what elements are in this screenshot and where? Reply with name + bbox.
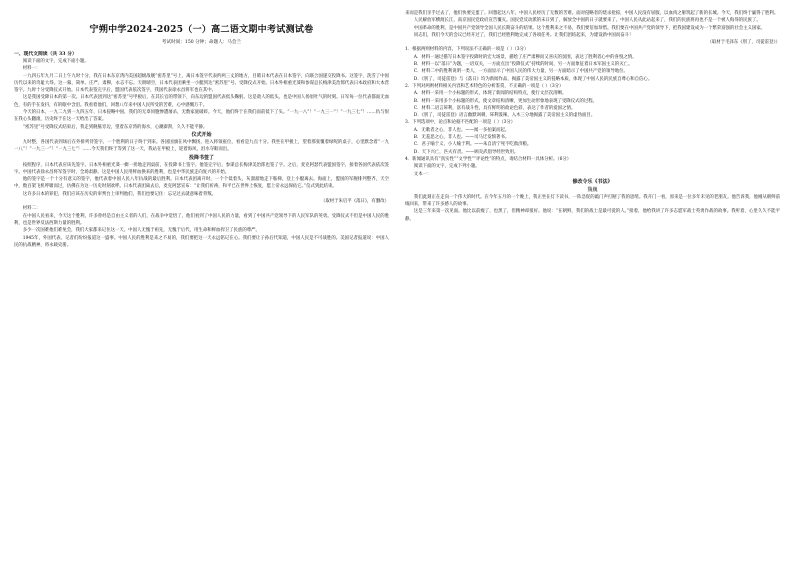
material1-paragraph: 今天的日本，一九二九到一九四五年，日本侵略中国，我们的无辜同胞惨遭屠杀，无数家庭破碎。今天，他们终于在我们面前低下了头。“一九一八”！“一九三一”！“一九三七”！……仇与恨在我心头翻滚，历史终于在这一天给出了答案。 — [14, 110, 389, 123]
question-1-option-d: D．《别了，司徒雷登》与《落日》均为新闻作品，揭露了美帝国主义的侵略本质，体现了中国人民的民族自尊心和自信心。 — [413, 76, 653, 82]
question-2: 2．下列对两则材料相关内容和艺术特色的分析鉴赏，不正确的一项是（ ）（3分） — [405, 83, 564, 89]
question-3-option-b: B．无羞恶之心，非人也。——司马迁发愤著书。 — [413, 135, 510, 141]
material1-source-note: （取材于朱启平《落日》，有删改） — [320, 199, 389, 205]
question-3-option-c: C．君子喻于义，小人喻于利。——朱自清宁死不吃救济粮。 — [413, 142, 532, 148]
question-3: 3．下列选项中，论点和论据不匹配的一项是（ ）（3分） — [405, 120, 516, 126]
question-2-option-b: B．材料一采用多个小标题的形式，使文章结构清晰，更加生动形象地表现了受降仪式的过程。 — [413, 98, 598, 104]
material2-paragraph: 来而是我们亲手过去了，他们快要完蛋了。回想起这八年，中国人民经历了无数的苦难。面对侵略者的烧杀抢掠，中国人民没有屈服，以血肉之躯筑起了新的长城。今天，我们终于赢得了胜利。 — [405, 11, 779, 16]
text1-title: 修改令乐《书法》 — [572, 178, 613, 185]
material1-paragraph: 九时整，各国代表到场后在外排列待签字。一个胜利的日子终于到来。各国国旗在风中飘扬，进入将领座位，看看是九点十分。我坐在甲板上，望着那张覆着绿呢的桌子，心里默念着“一九一八”！“一九三一”！“一九三七”！……今天我们终于等到了这一天，我站在甲板上，迎着海风，泪水夺眶而出。 — [14, 139, 389, 153]
question-3-option-a: A．无歌者之心，非人也。——闻一多拍案而起。 — [413, 127, 510, 133]
text1-paragraph: 我们此刻正在走向一个伟大的时代。在今年五月的一个晚上，我正坐在灯下读书，一阵急促的敲门声打断了我的思绪。我开门一看，原来是一位多年未见的老朋友。他告诉我，他刚从朝鲜前线回来，带来了许多感人的故事。 — [405, 194, 780, 208]
material1-label: 材料一： — [22, 66, 41, 72]
material2-paragraph: 多少一次国难他们难免会，我们大家都来记住这一天。中国人无愧于祖先，无愧于后代，用生命和鲜血捍卫了民族的尊严。 — [22, 228, 260, 234]
text1-paragraph: 这是三年来第一次见面。他比以前瘦了，也黑了，但精神却很好。他说：“在朝鲜，我们的战士是最可爱的人。”接着，他给我讲了许多志愿军战士英勇作战的故事。我听着，心里久久不能平静。 — [405, 209, 780, 222]
material2-paragraph: 人民解放军横渡长江，南京国民党政府宣告覆灭。国民党反动派的末日到了，解放全中国的日子就要来了。中国人民从此站起来了，我们的民族将再也不是一个被人侮辱的民族了。 — [413, 18, 761, 24]
question-2-option-c: C．材料二语言犀利，富有战斗性，具有鲜明的政论色彩，表达了作者的爱国之情。 — [413, 105, 576, 111]
question-1-option-c: C．材料二中的胜利说明一类人，一方面显示了中国人民的伟大力量，另一方面暗示了中国共产党的领导地位。 — [413, 69, 628, 75]
reading-intro: 阅读下面的文字，完成下列小题。 — [413, 164, 480, 170]
material1-paragraph: 这许多日本的罪犯，我们应该在历史的审判台上审判他们，我们也要记住：忘记过去就意味着背叛。 — [22, 191, 216, 197]
question-1-option-a: A．材料一通过描写日本签字投降时的宏大场景，描绘了庄严肃穆而又喜庆的氛围，表达了胜利者心中的喜悦之情。 — [413, 54, 637, 60]
material2-paragraph: 在中国人民看来，今天这个胜利，许多曾经是自由主义者的人们，在战争中觉悟了，他们看到了中国人民的力量，看到了中国共产党领导下的人民军队的英勇。受降仪式不但是中国人民的胜利，也是世界反法西斯力量的胜利。 — [14, 213, 389, 226]
question-4: 4．新闻通讯具有“真实性”“文学性”“评论性”的特点，请结合材料一具体分析。（6分） — [405, 156, 572, 162]
section-heading: 一、现代文阅读（共 33 分） — [14, 51, 77, 57]
subheading-ceremony: 仪式开始 — [191, 131, 212, 138]
material2-source-note: （取材于毛泽东《别了，司徒雷登》） — [707, 40, 780, 46]
question-1: 1．根据两则材料的内容，下列说法不正确的一项是（ ）（3分） — [405, 47, 529, 53]
question-2-option-d: D．《别了，司徒雷登》语言幽默讽刺，犀利泼辣，入木三分地揭露了美帝国主义的虚伪面目。 — [413, 113, 596, 119]
section-intro: 阅读下面的文字，完成下面小题。 — [22, 59, 89, 64]
left-column — [14, 10, 389, 556]
question-2-option-a: A．材料一采用一个小标题的形式，体现了新闻的结构特点，使行文层次清晰。 — [413, 91, 567, 97]
material1-paragraph: 一九四五年九月二日上午九时十分，我在日本东京湾内美国超级战舰“密苏里”号上，离日本签字代表约两三丈的地方，目睹日本代表在日本签字，向联合国递交投降书。这签字，洗雪了中国历代以来的奇耻大辱。这一幕，简单、庄严、肃穆，永志不忘。天朗晴空，日本代表团乘坐一小艇到达“密苏里”号。受降仪式开始。日本外相重光葵和参谋总长梅津美治郎代表日本政府和大本营签字。九时十分受降仪式开始。日本代表签完字后，盟国代表依次签字，我国代表徐永昌将军也在其中。 — [14, 73, 389, 94]
page-title: 宁朔中学2024-2025（一）高二语文期中考试测试卷 — [89, 25, 314, 35]
material1-paragraph: 按照程序，日本代表应该先签字。日本外相重光葵一瘸一拐地走到桌前，在投降书上签字。他签完字后，参谋总长梅津美治郎也签了字。之后，麦克阿瑟代表盟国签字，接着各国代表依次签字。中国代表徐永昌将军签字时，全场肃静。这是中国人民用鲜血换来的胜利，也是中华民族走向复兴的开始。 — [14, 162, 389, 175]
material2-label: 材料二： — [22, 206, 41, 212]
material1-paragraph: 他的签字是一个十分有意义的签字，他代表着中国人民八年抗战的最后胜利。日本代表团离开时，一个个低着头，灰溜溜地走下舷梯，登上小艇离去。海面上，盟国的军舰排列整齐，天空中，数百架飞机呼啸而过，仿佛在为这一历史时刻欢呼。日本代表团离去后，麦克阿瑟宣布：“让我们祈祷，和平已在世界上恢复，愿上帝永远保佑它。”仪式到此结束。 — [14, 177, 389, 190]
right-column — [405, 10, 780, 556]
text1-label: 文本一： — [413, 171, 432, 177]
subheading-signing: 投降书签了 — [188, 154, 214, 161]
exam-meta: 考试时间：150 分钟；命题人：马会兰 — [161, 40, 242, 45]
material1-paragraph: “密苏里”号受降仪式结束后，我走到舰舷旁边，望着东京湾的海水，心潮澎湃，久久不能平静。 — [22, 124, 208, 130]
question-1-option-b: B．材料一以“落日”为题，一语双关，一方面点出“投降仪式”持续的时间，另一方面象征着日本军国主义的灭亡。 — [413, 62, 633, 68]
material2-paragraph: 同志们，我们今天的会议已经开过了，我们已经胜利地完成了各项任务。让我们团结起来，为建设新中国而奋斗！ — [413, 32, 634, 38]
material1-paragraph: 这是我国受降日本的第一次。日本代表团到达“密苏里”号甲板后，在其长官的带领下，向东边的盟国代表低头鞠躬。这是敌人的低头，也是中国人扬眉吐气的时刻。日军每一位代表都面无血色，有的手在发抖，有的眼中含泪。我看着他们，回想八年来中国人民所受的苦难，心中感慨万千。 — [14, 95, 389, 108]
material2-paragraph: 1945年，外国代表、记者们纷纷报道这一盛事。中国人民的胜利是来之不易的，我们要把这一天永远铭记在心。我们要让子孙后代知道，中国人民是不可战胜的。美国记者报道说：中国人民的抗战精神，将永载史册。 — [14, 235, 389, 248]
text1-author: 魏巍 — [587, 186, 598, 193]
material2-paragraph: 中国革命的胜利，是中国共产党领导全国人民长期奋斗的结果。这个胜利来之不易，我们要倍加珍惜。我们要在中国共产党的领导下，把我国建设成为一个繁荣富强的社会主义国家。 — [413, 25, 766, 31]
question-3-option-d: D．天下兴亡，匹夫有责。——顾炎武倡导经世致用。 — [413, 149, 519, 155]
